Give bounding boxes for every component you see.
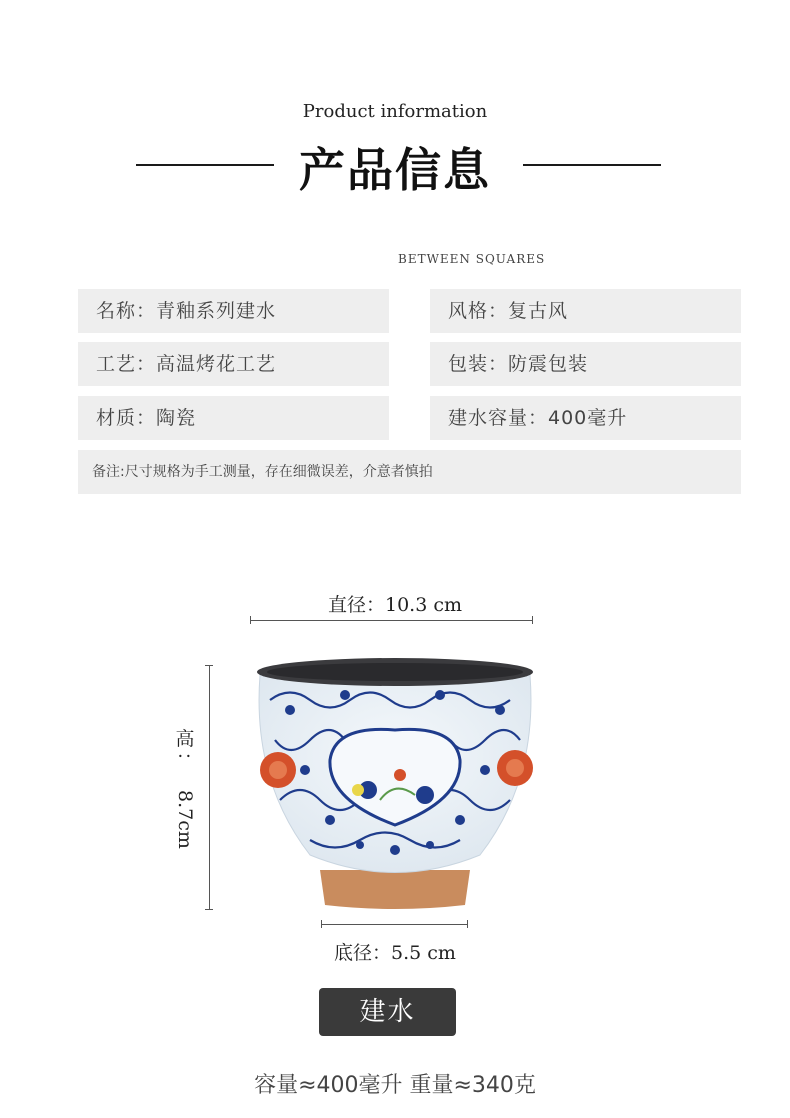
bowl-foot [320,870,470,909]
height-label-char: 高 [175,728,195,750]
product-name-badge: 建水 [319,988,456,1036]
spec-craft: 工艺：高温烤花工艺 [78,342,389,386]
spec-note: 备注:尺寸规格为手工测量，存在细微误差，介意者慎拍 [78,450,741,494]
spec-style: 风格：复古风 [430,289,741,333]
height-label-colon: ： [174,751,196,771]
height-label-value: 8.7cm [174,790,196,849]
diameter-tick-right [532,616,533,624]
base-tick-right [467,920,468,928]
spec-name: 名称：青釉系列建水 [78,289,389,333]
diameter-label: 直径：10.3 cm [327,594,462,616]
height-label [170,728,200,849]
red-flower-left [260,752,296,788]
base-line [321,924,468,925]
base-label: 底径：5.5 cm [334,942,456,964]
product-image [250,650,540,915]
red-flower-right [497,750,533,786]
header-subtitle-en: Product information [302,101,488,122]
brand-label: BETWEEN SQUARES [398,252,546,266]
base-tick-left [321,920,322,928]
height-tick-top [205,665,213,666]
diameter-tick-left [250,616,251,624]
product-summary: 容量≈400毫升 重量≈340克 [254,1073,536,1098]
spec-packaging: 包装：防震包装 [430,342,741,386]
height-line [209,665,210,910]
diameter-line [250,620,533,621]
height-tick-bottom [205,909,213,910]
spec-capacity: 建水容量：400毫升 [430,396,741,440]
spec-material: 材质：陶瓷 [78,396,389,440]
page-title: 产品信息 [299,143,491,197]
